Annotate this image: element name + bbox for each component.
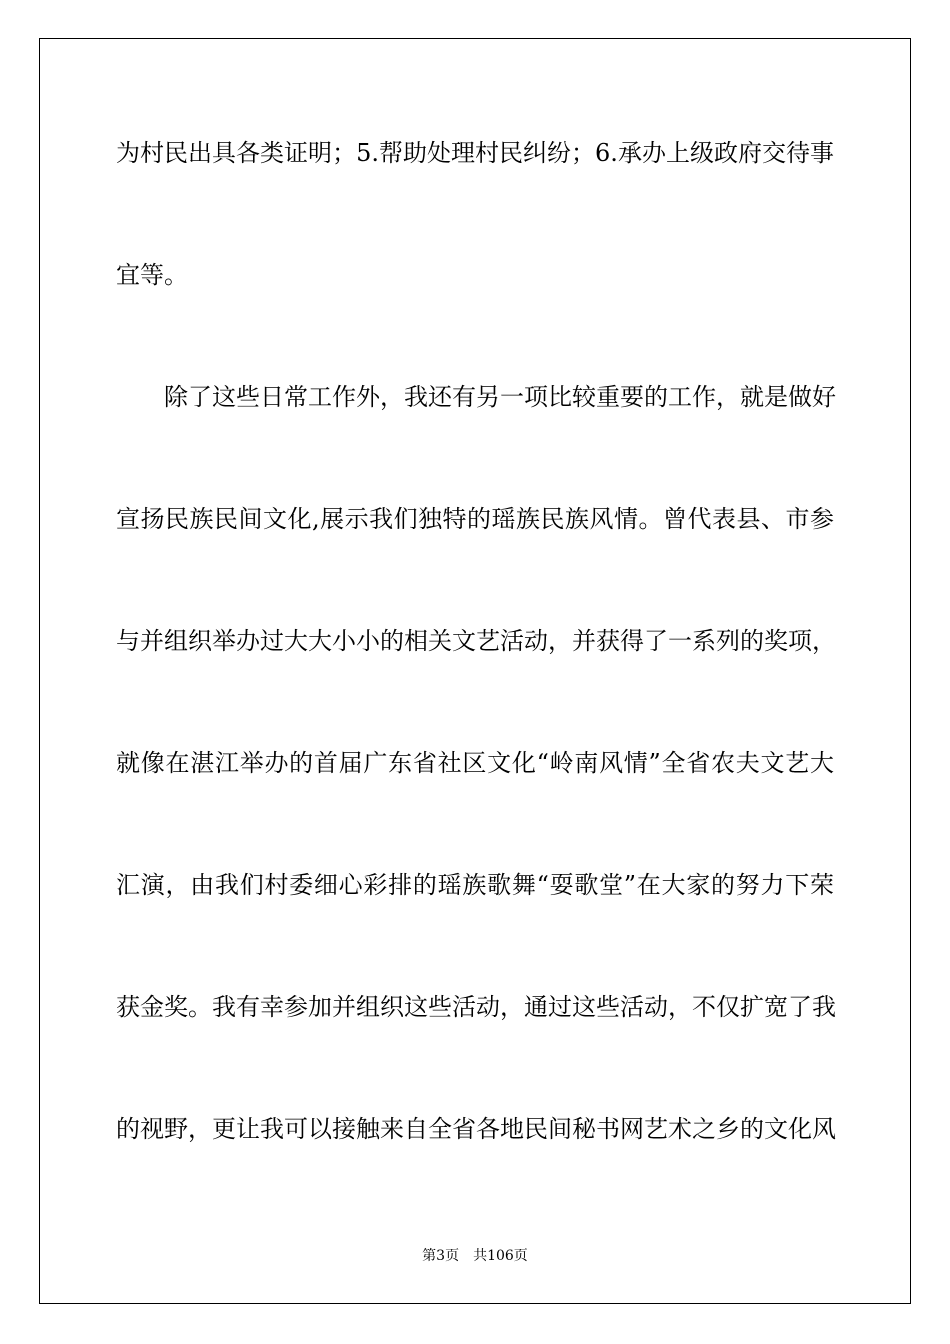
paragraph-line-4: 宣扬民族民间文化,展示我们独特的瑶族民族风情。曾代表县、市参 xyxy=(116,505,834,533)
page-number-footer: 第3页 共106页 xyxy=(422,1248,528,1264)
paragraph-line-7: 汇演，由我们村委细心彩排的瑶族歌舞“耍歌堂”在大家的努力下荣 xyxy=(116,871,834,899)
paragraph-line-6: 就像在湛江举办的首届广东省社区文化“岭南风情”全省农夫文艺大 xyxy=(116,749,834,777)
paragraph-line-9: 的视野，更让我可以接触来自全省各地民间秘书网艺术之乡的文化风 xyxy=(116,1115,836,1143)
paragraph-line-3: 除了这些日常工作外，我还有另一项比较重要的工作，就是做好 xyxy=(164,383,836,411)
paragraph-line-5: 与并组织举办过大大小小的相关文艺活动，并获得了一系列的奖项， xyxy=(116,627,836,655)
paragraph-line-1: 为村民出具各类证明；5.帮助处理村民纠纷；6.承办上级政府交待事 xyxy=(116,139,834,167)
paragraph-line-8: 获金奖。我有幸参加并组织这些活动，通过这些活动，不仅扩宽了我 xyxy=(116,993,836,1021)
paragraph-line-2: 宜等。 xyxy=(116,261,188,289)
